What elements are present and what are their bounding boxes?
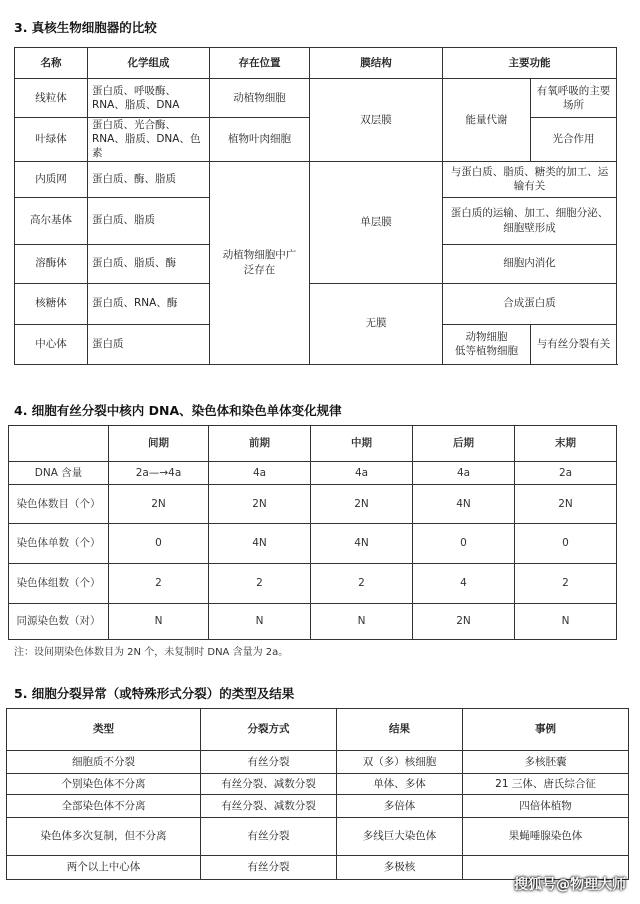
cell-value: 4a: [413, 462, 515, 485]
cell-mode: 有丝分裂: [201, 818, 337, 856]
cell-value: 2N: [311, 485, 413, 524]
row-label: 染色体数目（个）: [9, 485, 109, 524]
cell-value: 2N: [515, 485, 617, 524]
table-row: [9, 564, 617, 604]
cell-mode: 有丝分裂: [201, 856, 337, 880]
cell-type: 两个以上中心体: [7, 856, 201, 880]
organelle-location: 植物叶肉细胞: [210, 118, 310, 162]
cell-result: 多线巨大染色体: [337, 818, 463, 856]
shared-location: 动植物细胞中广泛存在: [210, 161, 310, 364]
organelle-name: 核糖体: [15, 283, 88, 324]
cell-mode: 有丝分裂: [201, 751, 337, 774]
organelle-function: 有氧呼吸的主要场所: [531, 79, 617, 118]
row-label: 同源染色数（对）: [9, 604, 109, 640]
header-telophase: 末期: [515, 426, 617, 462]
cell-result: 多极核: [337, 856, 463, 880]
section5-title: 5. 细胞分裂异常（或特殊形式分裂）的类型及结果: [14, 686, 295, 701]
cell-value: 2a: [515, 462, 617, 485]
organelle-composition: 蛋白质、脂质、酶: [88, 244, 210, 283]
section3-title: 3. 真核生物细胞器的比较: [14, 20, 157, 35]
organelle-location: 动物细胞 低等植物细胞: [443, 324, 531, 364]
organelle-composition: 蛋白质: [88, 324, 210, 364]
organelle-function: 与有丝分裂有关: [531, 324, 617, 364]
cell-mode: 有丝分裂、减数分裂: [201, 774, 337, 795]
cell-result: 双（多）核细胞: [337, 751, 463, 774]
row-label: 染色体单数（个）: [9, 524, 109, 564]
header-division-mode: 分裂方式: [201, 709, 337, 751]
membrane-double: 双层膜: [310, 79, 443, 162]
membrane-single: 单层膜: [310, 161, 443, 283]
header-membrane: 膜结构: [310, 48, 443, 79]
row-label: 染色体组数（个）: [9, 564, 109, 604]
cell-value: 0: [515, 524, 617, 564]
cell-value: 2: [209, 564, 311, 604]
cell-value: 2a—→4a: [109, 462, 209, 485]
section4-title: 4. 细胞有丝分裂中核内 DNA、染色体和染色单体变化规律: [14, 403, 342, 418]
cell-value: 2N: [413, 604, 515, 640]
cell-value: 2: [109, 564, 209, 604]
organelle-composition: 蛋白质、光合酶、RNA、脂质、DNA、色素: [88, 118, 210, 162]
header-prophase: 前期: [209, 426, 311, 462]
table-header-row: [9, 426, 617, 462]
cell-value: N: [109, 604, 209, 640]
header-type: 类型: [7, 709, 201, 751]
organelle-composition: 蛋白质、脂质: [88, 197, 210, 244]
header-location: 存在位置: [210, 48, 310, 79]
header-interphase: 间期: [109, 426, 209, 462]
cell-example: 多核胚囊: [463, 751, 629, 774]
header-anaphase: 后期: [413, 426, 515, 462]
table-row: [7, 774, 629, 795]
cell-type: 全部染色体不分离: [7, 795, 201, 818]
table-row: [15, 161, 617, 197]
cell-value: 4N: [413, 485, 515, 524]
table-row: [9, 604, 617, 640]
table-row: [15, 79, 617, 118]
cell-value: 0: [413, 524, 515, 564]
cell-value: 2: [311, 564, 413, 604]
table-row: [9, 462, 617, 485]
cell-example: 四倍体植物: [463, 795, 629, 818]
organelle-name: 溶酶体: [15, 244, 88, 283]
cell-type: 细胞质不分裂: [7, 751, 201, 774]
table-note: 注：设间期染色体数目为 2N 个，未复制时 DNA 含量为 2a。: [14, 647, 289, 658]
organelle-name: 中心体: [15, 324, 88, 364]
table-header-row: [15, 48, 617, 79]
cell-result: 多倍体: [337, 795, 463, 818]
division-abnormality-table: [6, 708, 629, 880]
cell-value: 4: [413, 564, 515, 604]
cell-example: 果蝇唾腺染色体: [463, 818, 629, 856]
organelle-name: 线粒体: [15, 79, 88, 118]
header-example: 事例: [463, 709, 629, 751]
cell-value: 2: [515, 564, 617, 604]
cell-value: 2N: [109, 485, 209, 524]
organelle-location: 动植物细胞: [210, 79, 310, 118]
organelle-name: 叶绿体: [15, 118, 88, 162]
mitosis-table: [8, 425, 617, 640]
organelle-name: 内质网: [15, 161, 88, 197]
cell-value: 4N: [209, 524, 311, 564]
cell-value: N: [209, 604, 311, 640]
header-blank: [9, 426, 109, 462]
header-result: 结果: [337, 709, 463, 751]
organelle-name: 高尔基体: [15, 197, 88, 244]
cell-example: 21 三体、唐氏综合征: [463, 774, 629, 795]
watermark-text: 搜狐号@物理大师: [514, 877, 626, 893]
cell-type: 染色体多次复制，但不分离: [7, 818, 201, 856]
cell-mode: 有丝分裂、减数分裂: [201, 795, 337, 818]
organelle-function: 合成蛋白质: [443, 283, 617, 324]
table-row: [7, 795, 629, 818]
organelle-function: 与蛋白质、脂质、糖类的加工、运输有关: [443, 161, 617, 197]
cell-value: 4a: [209, 462, 311, 485]
energy-function: 能量代谢: [443, 79, 531, 162]
cell-value: 0: [109, 524, 209, 564]
organelle-table: [14, 47, 617, 365]
table-row: [7, 751, 629, 774]
organelle-composition: 蛋白质、酶、脂质: [88, 161, 210, 197]
table-row: [9, 485, 617, 524]
cell-value: 4a: [311, 462, 413, 485]
table-row: [15, 283, 617, 324]
organelle-function: 细胞内消化: [443, 244, 617, 283]
header-composition: 化学组成: [88, 48, 210, 79]
organelle-function: 蛋白质的运输、加工、细胞分泌、细胞壁形成: [443, 197, 617, 244]
organelle-composition: 蛋白质、呼吸酶、RNA、脂质、DNA: [88, 79, 210, 118]
cell-value: N: [515, 604, 617, 640]
cell-value: N: [311, 604, 413, 640]
header-function: 主要功能: [443, 48, 617, 79]
cell-value: 2N: [209, 485, 311, 524]
cell-value: 4N: [311, 524, 413, 564]
header-name: 名称: [15, 48, 88, 79]
membrane-none: 无膜: [310, 283, 443, 364]
cell-result: 单体、多体: [337, 774, 463, 795]
table-row: [9, 524, 617, 564]
cell-type: 个别染色体不分离: [7, 774, 201, 795]
organelle-function: 光合作用: [531, 118, 617, 162]
table-header-row: [7, 709, 629, 751]
row-label: DNA 含量: [9, 462, 109, 485]
header-metaphase: 中期: [311, 426, 413, 462]
table-row: [7, 818, 629, 856]
organelle-composition: 蛋白质、RNA、酶: [88, 283, 210, 324]
